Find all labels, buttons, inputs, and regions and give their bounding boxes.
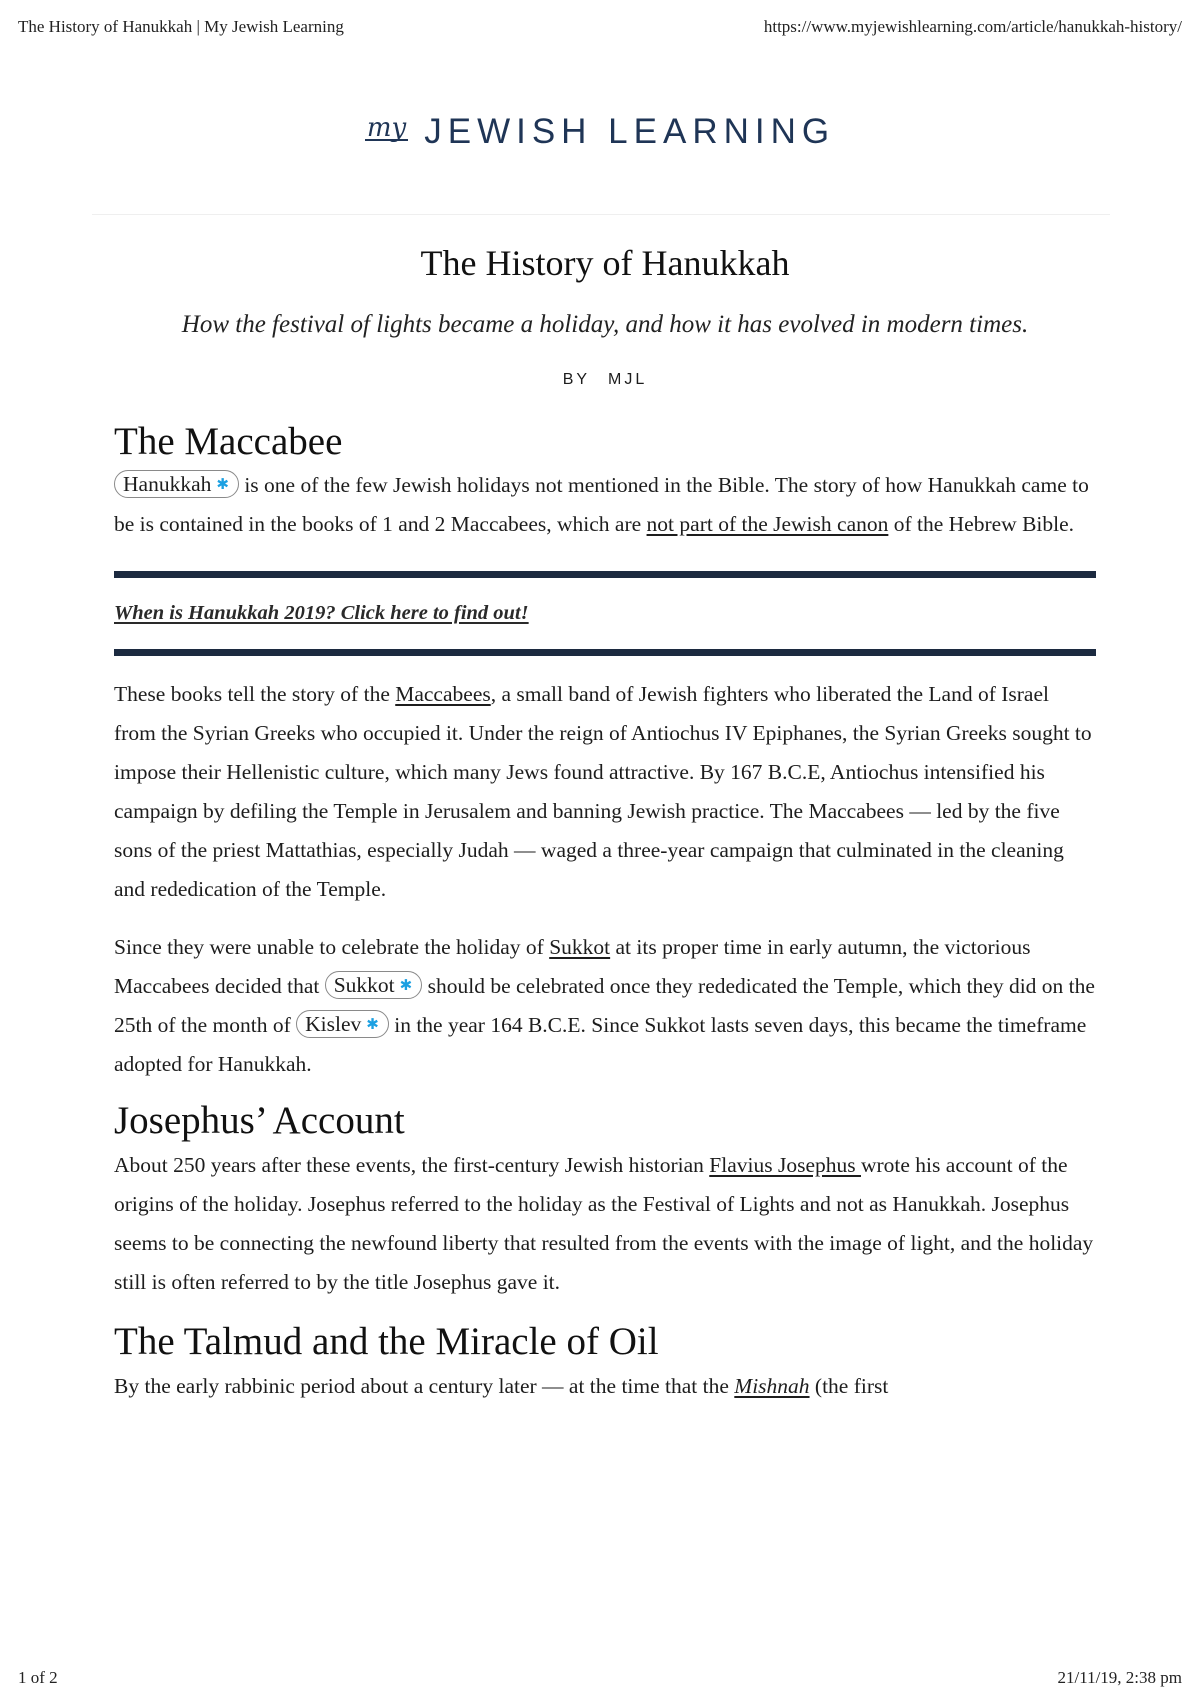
star-of-david-icon: ✱ [366, 1015, 379, 1033]
paragraph [114, 466, 1096, 544]
logo-prefix: my [366, 113, 407, 143]
glossary-pill-sukkot[interactable] [325, 971, 423, 999]
header-divider [92, 214, 1110, 215]
byline-prefix: BY [562, 371, 591, 388]
author-link[interactable]: MJL [608, 371, 648, 388]
text: Since they were unable to celebrate the holiday of [114, 935, 550, 959]
section-heading-josephus: Josephus’ Account [114, 1099, 405, 1142]
article [114, 238, 1096, 1406]
text: wrote his account of the origins of the holiday. Josephus referred to the holiday as the Festival of Lights and not as Hanukkah. Josephus seems to be connecting the newfound liberty that resulted from the events with the image of light, and the holiday still is often referred to by the title Josephus gave it. [114, 1153, 1094, 1294]
article-title: The History of Hanukkah [420, 243, 790, 283]
byline [114, 368, 1096, 392]
link-mishnah[interactable]: Mishnah [734, 1374, 810, 1398]
article-subtitle: How the festival of lights became a holiday, and how it has evolved in modern times. [181, 311, 1029, 338]
pill-label: Kislev [305, 1012, 362, 1036]
text: of the Hebrew Bible. [888, 512, 1075, 536]
text: These books tell the story of the [114, 682, 396, 706]
print-header [18, 17, 1182, 37]
print-footer [18, 1668, 1182, 1688]
page-count: 1 of 2 [18, 1668, 58, 1687]
star-of-david-icon: ✱ [216, 475, 229, 493]
paragraph [114, 1146, 1096, 1302]
print-url: https://www.myjewishlearning.com/article/hanukkah-history/ [763, 17, 1182, 36]
text: (the first [809, 1374, 889, 1398]
print-timestamp: 21/11/19, 2:38 pm [1057, 1668, 1182, 1687]
callout-link-hanukkah-date[interactable]: When is Hanukkah 2019? Click here to find out! [114, 602, 529, 624]
site-logo[interactable] [0, 112, 1200, 152]
callout-box [114, 571, 1096, 656]
pill-label: Sukkot [333, 973, 395, 997]
print-page-title: The History of Hanukkah | My Jewish Learning [18, 17, 344, 36]
section-heading-maccabee: The Maccabee [114, 420, 343, 463]
text: at its proper time in early autumn, the victorious Maccabees decided that [114, 935, 1031, 998]
text: in the year 164 B.C.E. Since Sukkot lasts seven days, this became the timeframe adopted for Hanukkah. [114, 1013, 1087, 1076]
pill-label: Hanukkah [123, 472, 212, 496]
text: is one of the few Jewish holidays not mentioned in the Bible. The story of how Hanukkah came to be is contained in the books of 1 and 2 Maccabees, which are [114, 473, 1089, 536]
paragraph [114, 1367, 1096, 1406]
text: , a small band of Jewish fighters who liberated the Land of Israel from the Syrian Greeks who occupied it. Under the reign of Antiochus IV Epiphanes, the Syrian Greeks sought to impose their Hellenistic culture, which many Jews found attractive. By 167 B.C.E, Antiochus intensified his campaign by defiling the Temple in Jerusalem and banning Jewish practice. The Maccabees — led by the five sons of the priest Mattathias, especially Judah — waged a three-year campaign that culminated in the cleaning and rededication of the Temple. [114, 682, 1092, 901]
paragraph [114, 675, 1096, 909]
text: should be celebrated once they rededicated the Temple, which they did on the 25th of the month of [114, 974, 1095, 1037]
link-maccabees[interactable]: Maccabees [395, 682, 491, 706]
star-of-david-icon: ✱ [399, 976, 413, 994]
link-jewish-canon[interactable]: not part of the Jewish canon [646, 512, 889, 536]
text: About 250 years after these events, the first-century Jewish historian [114, 1153, 710, 1177]
link-flavius-josephus[interactable]: Flavius Josephus [709, 1153, 861, 1177]
glossary-pill-hanukkah[interactable] [114, 470, 239, 498]
link-sukkot[interactable]: Sukkot [549, 935, 611, 959]
glossary-pill-kislev[interactable] [296, 1010, 389, 1038]
paragraph [114, 928, 1096, 1084]
section-heading-talmud: The Talmud and the Miracle of Oil [114, 1320, 659, 1363]
text: By the early rabbinic period about a century later — at the time that the [114, 1374, 735, 1398]
logo-name: JEWISH LEARNING [424, 112, 836, 151]
